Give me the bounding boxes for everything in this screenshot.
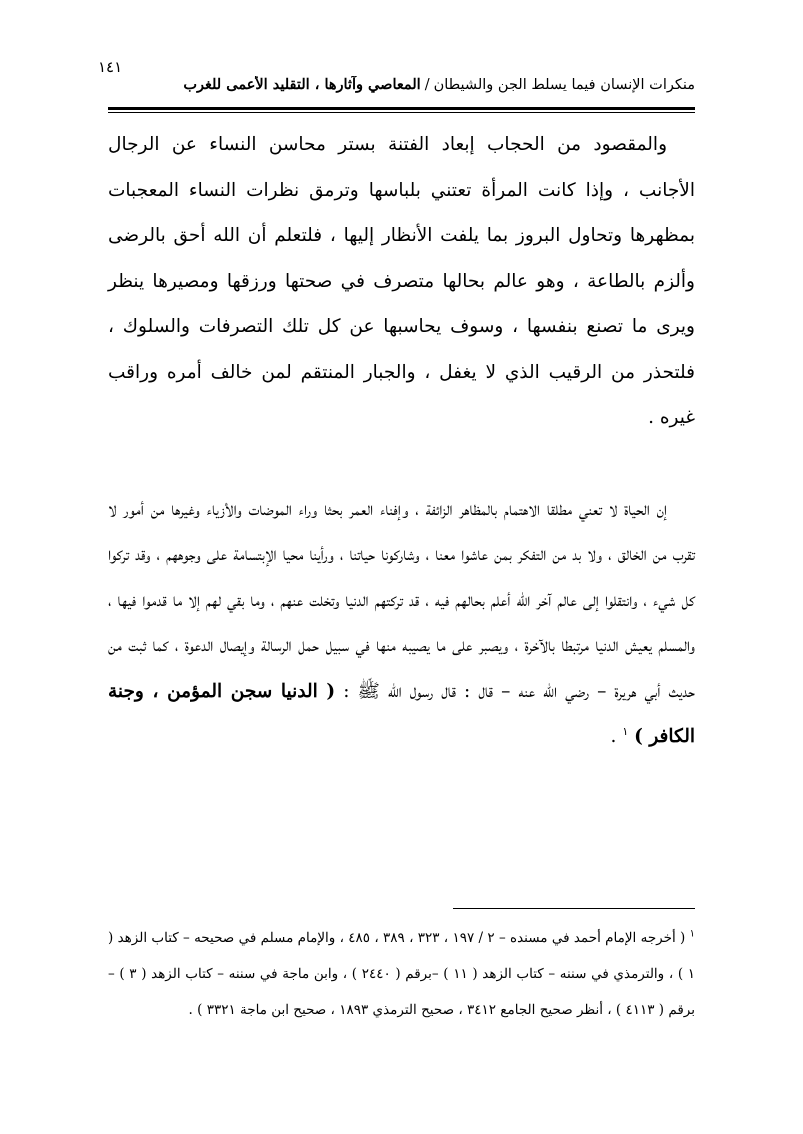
footnote-reference[interactable]: ١: [622, 724, 629, 738]
footnote-text: ( أخرجه الإمام أحمد في مسنده – ٢ / ١٩٧ ، ٣٢٣ ، ٣٨٩ ، ٤٨٥ ، والإمام مسلم في صحيحه – كتاب الزهد ( ١ ) ، والترمذي في سننه – كتاب الزهد ( ١١ ) –برقم ( ٢٤٤٠ ) ، وابن ماجة في سننه – كتاب الزهد ( ٣ ) – برقم ( ٤١١٣ ) ، أنظر صحيح الجامع ٣٤١٢ ، صحيح الترمذي ١٨٩٣ ، صحيح ابن ماجة ٣٣٢١ ) .: [108, 930, 696, 1018]
hadith-quote: ( الدنيا سجن المؤمن ، وجنة الكافر ): [108, 680, 695, 747]
header-separator: /: [424, 77, 430, 93]
footnote-rule: [453, 908, 695, 909]
paragraph: [108, 487, 695, 760]
book-title: منكرات الإنسان فيما يسلط الجن والشيطان: [433, 77, 695, 93]
footnote: [108, 920, 695, 1028]
paragraph-text: إن الحياة لا تعني مطلقا الاهتمام بالمظاهر الزائفة ، وإفناء العمر بحثا وراء الموضات والأزياء وغيرها من أمور لا تقرب من الخالق ، ولا بد من التفكر بمن عاشوا معنا ، وشاركونا حياتنا ، ورأينا محيا الإبتسامة على وجوههم ، وقد تركوا كل شيء ، وانتقلوا إلى عالم آخر الله أعلم بحالهم فيه ، قد تركتهم الدنيا وتخلت عنهم ، وما بقي لهم إلا ما قدموا فيها ، والمسلم يعيش الدنيا مرتبطا بالآخرة ، ويصبر على ما يصيبه منها في سبيل حمل الرسالة وإيصال الدعوة ، كما ثبت من حديث أبي هريرة – رضي الله عنه – قال : قال رسول الله ﷺ :: [108, 498, 695, 702]
paragraph: والمقصود من الحجاب إبعاد الفتنة بستر محاسن النساء عن الرجال الأجانب ، وإذا كانت المرأة تعتني بلباسها وترمق نظرات النساء المعجبات بمظهرها وتحاول البروز بما يلفت الأنظار إليها ، فلتعلم أن الله أحق بالرضى وألزم بالطاعة ، وهو عالم بحالها متصرف في صحتها ورزقها ومصيرها ينظر ويرى ما تصنع بنفسها ، وسوف يحاسبها عن كل تلك التصرفات والسلوك ، فلتحذر من الرقيب الذي لا يغفل ، والجبار المنتقم لمن خالف أمره وراقب غيره .: [108, 134, 695, 428]
running-header: [162, 76, 695, 93]
section-title: المعاصي وآثارها ، التقليد الأعمى للغرب: [183, 76, 421, 93]
main-text: [108, 122, 695, 760]
header-rule: [108, 107, 695, 110]
footnote-mark: ١: [689, 928, 695, 940]
page-number: ١٤١: [98, 58, 123, 76]
paragraph-end: .: [610, 726, 623, 747]
